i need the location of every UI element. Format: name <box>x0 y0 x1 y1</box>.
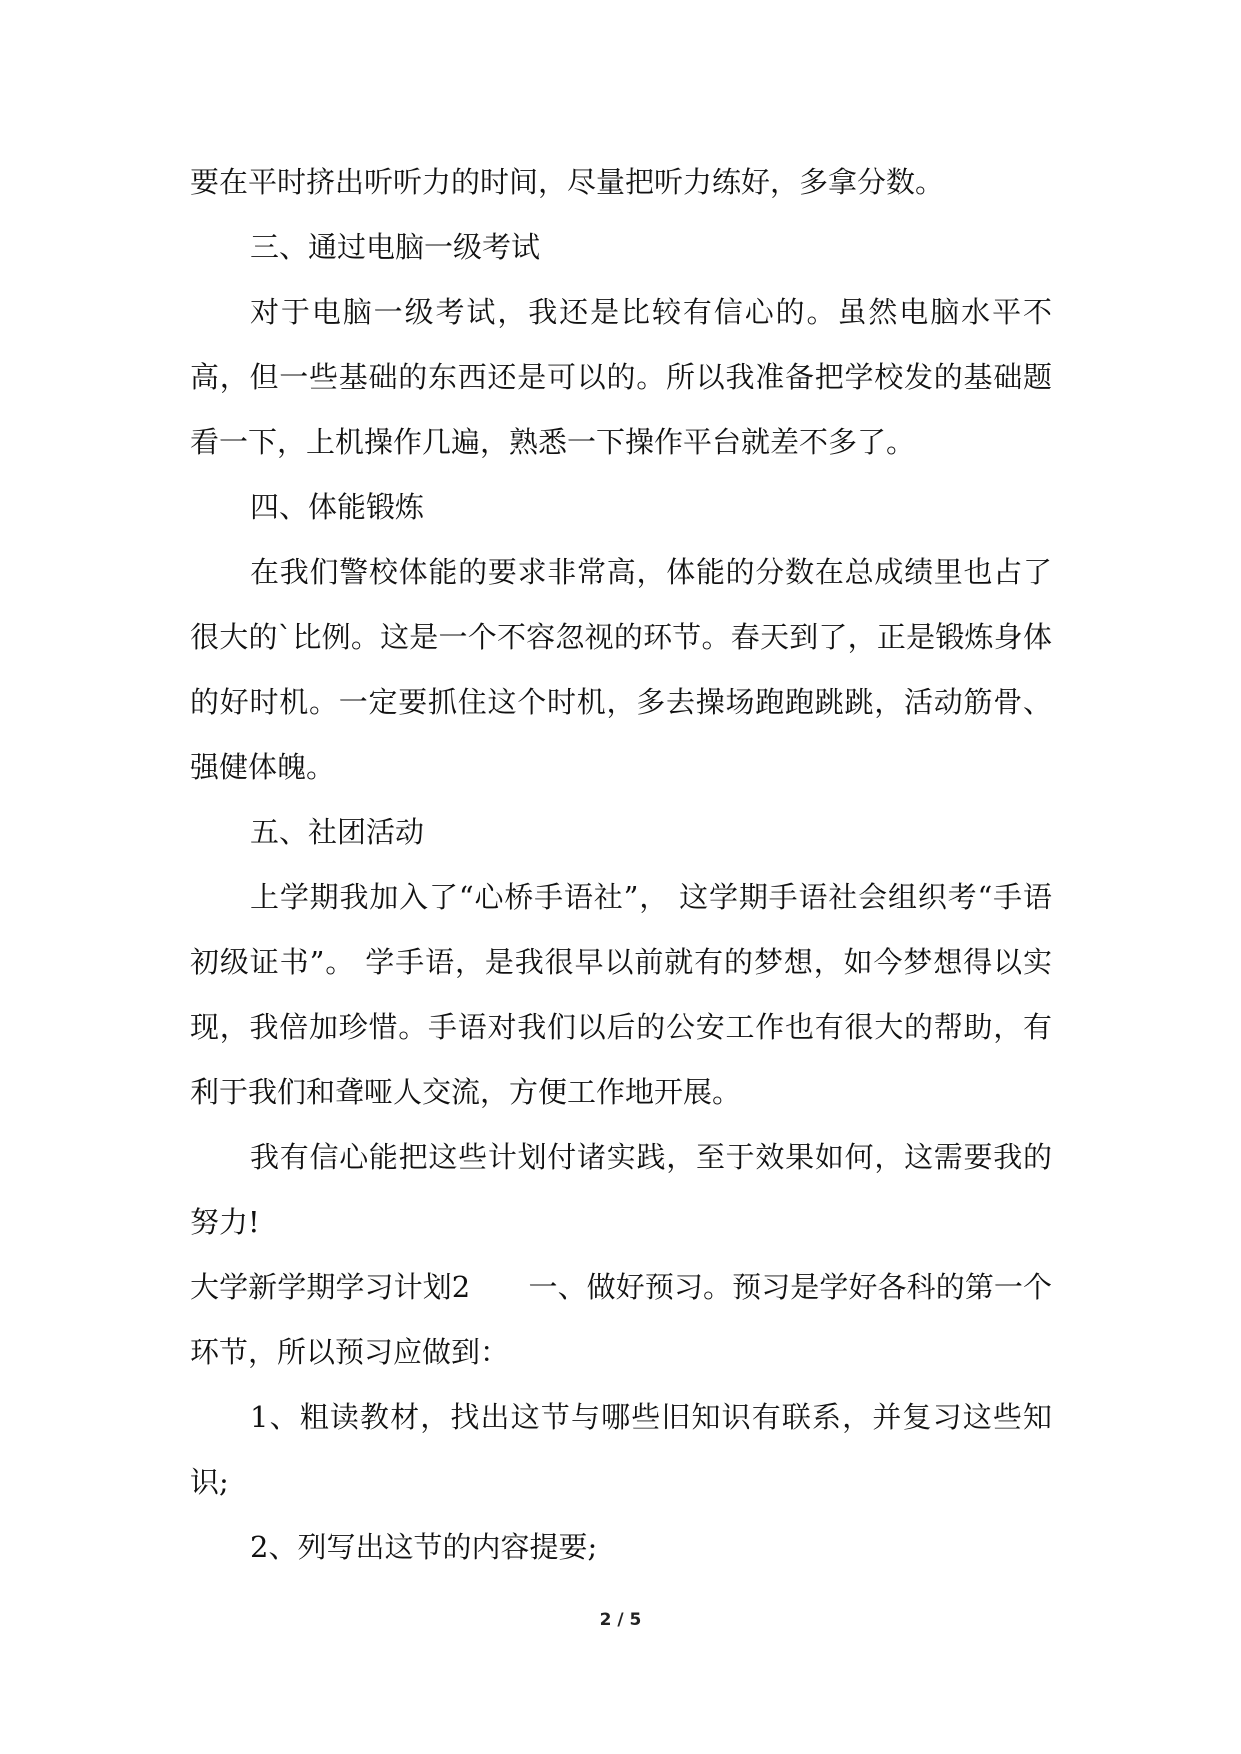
heading-physical-training: 四、体能锻炼 <box>250 490 425 524</box>
paragraph-club-activities: 上学期我加入了“心桥手语社”， 这学期手语社会组织考“手语初级证书”。 学手语，是我很早以前就有的梦想，如今梦想得以实现，我倍加珍惜。手语对我们以后的公安工作也有很大的帮助，有利于我们和聋哑人交流，方便工作地开展。 <box>190 880 1052 1109</box>
paragraph-physical-training: 在我们警校体能的要求非常高，体能的分数在总成绩里也占了很大的`比例。这是一个不容忽视的环节。春天到了，正是锻炼身体的好时机。一定要抓住这个时机，多去操场跑跑跳跳，活动筋骨、强健体魄。 <box>190 555 1052 784</box>
document-body <box>190 150 1052 1580</box>
page-number: 2 / 5 <box>599 1610 642 1630</box>
list-item-1: 1、粗读教材，找出这节与哪些旧知识有联系，并复习这些知识; <box>190 1400 1052 1499</box>
section-title-plan-2: 大学新学期学习计划2 一、做好预习。预习是学好各科的第一个环节，所以预习应做到： <box>190 1270 1052 1369</box>
heading-club-activities: 五、社团活动 <box>250 815 425 849</box>
heading-computer-exam: 三、通过电脑一级考试 <box>250 230 541 264</box>
list-item-2: 2、列写出这节的内容提要; <box>250 1530 598 1564</box>
paragraph-confidence: 我有信心能把这些计划付诸实践，至于效果如何，这需要我的努力! <box>190 1140 1052 1239</box>
paragraph-listening: 要在平时挤出听听力的时间，尽量把听力练好，多拿分数。 <box>190 165 945 199</box>
paragraph-computer-exam: 对于电脑一级考试，我还是比较有信心的。虽然电脑水平不高，但一些基础的东西还是可以的。所以我准备把学校发的基础题看一下，上机操作几遍，熟悉一下操作平台就差不多了。 <box>190 295 1052 459</box>
